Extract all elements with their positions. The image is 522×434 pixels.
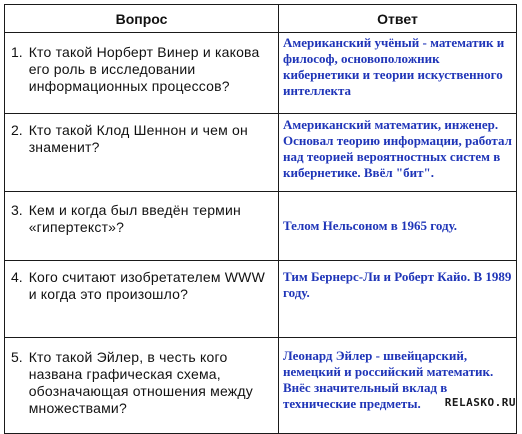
answer-cell <box>279 192 517 261</box>
question-column-header: Вопрос <box>5 5 279 33</box>
answer-cell <box>279 114 517 192</box>
question-text: Кем и когда был введён термин «гипертекст»? <box>28 202 241 235</box>
answer-text: Тим Бернерс-Ли и Роберт Кайо. В 1989 году. <box>283 269 512 300</box>
table-row <box>5 338 517 434</box>
answer-cell <box>279 338 517 434</box>
answer-cell <box>279 33 517 114</box>
question-number: 2. <box>11 122 23 138</box>
question-text: Кто такой Клод Шеннон и чем он знаменит? <box>28 122 248 155</box>
answer-cell <box>279 261 517 338</box>
answer-column-header: Ответ <box>279 5 517 33</box>
question-text: Кого считают изобретателем WWW и когда это произошло? <box>28 269 266 302</box>
question-number: 4. <box>11 269 23 285</box>
table-row <box>5 261 517 338</box>
question-cell <box>5 261 279 338</box>
table-header-row <box>5 5 517 33</box>
site-watermark: RELASKO.RU <box>444 396 516 409</box>
table-row <box>5 192 517 261</box>
answer-text: Американский математик, инженер. Основал теорию информации, работал над теорией вероятностных систем в кибернетике. Ввёл "бит". <box>283 117 512 180</box>
question-number: 1. <box>11 44 23 60</box>
question-text: Кто такой Норберт Винер и какова его роль в исследовании информационных процессов? <box>28 44 260 94</box>
question-cell <box>5 192 279 261</box>
question-cell <box>5 114 279 192</box>
answer-text: Американский учёный - математик и философ, основоположник кибернетики и теории искуственного интеллекта <box>283 35 505 98</box>
answer-text: Телом Нельсоном в 1965 году. <box>283 218 458 233</box>
qa-table <box>4 4 517 434</box>
question-text: Кто такой Эйлер, в честь кого названа графическая схема, обозначающая отношения между множествами? <box>28 349 253 416</box>
question-number: 5. <box>11 349 23 365</box>
table-row <box>5 114 517 192</box>
answer-text: Леонард Эйлер - швейцарский, немецкий и российский математик. Внёс значительный вклад в технические предметы. <box>283 348 494 411</box>
table-row <box>5 33 517 114</box>
question-cell <box>5 33 279 114</box>
question-number: 3. <box>11 202 23 218</box>
question-cell <box>5 338 279 434</box>
